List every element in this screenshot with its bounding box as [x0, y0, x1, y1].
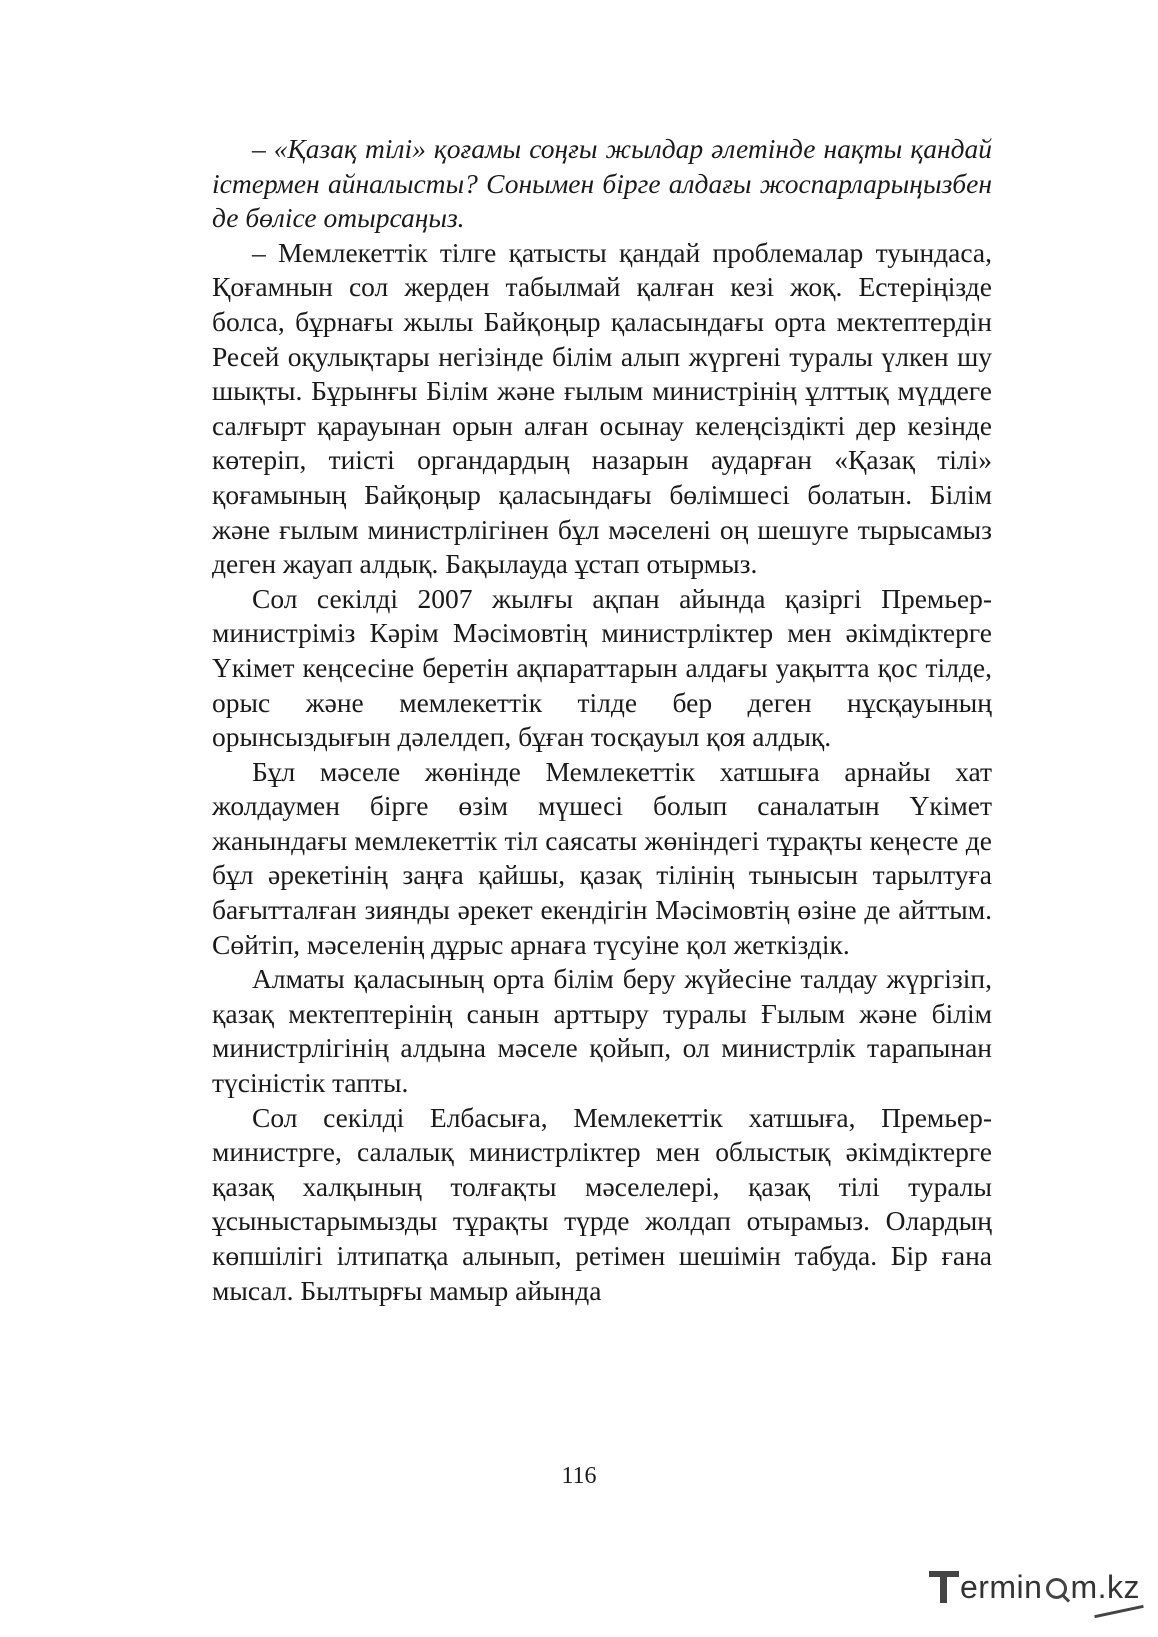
watermark-text-start: ermin: [959, 1568, 1043, 1605]
answer-paragraph: Сол секілді 2007 жылғы ақпан айында қазіргі Премьер-министріміз Кәрім Мәсімовтің министрліктер мен әкімдіктерге Үкімет кеңсесіне беретін ақпараттарын алдағы уақытта қос тілде, орыс және мемлекеттік тілде бер деген нұсқауының орынсыздығын дәлелдеп, бұған тосқауыл қоя алдық.: [212, 582, 992, 753]
answer-paragraph: Бұл мәселе жөнінде Мемлекеттік хатшыға арнайы хат жолдаумен бірге өзім мүшесі болып саналатын Үкімет жанындағы мемлекеттік тіл саясаты жөніндегі тұрақты кеңесте де бұл әрекетінің заңға қайшы, қазақ тілінің тынысын тарылтуға бағытталған зиянды әрекет екендігін Мәсімовтің өзіне де айттым. Сөйтіп, мәселенің дұрыс арнаға түсуіне қол жеткіздік.: [212, 755, 992, 960]
answer-paragraph: Сол секілді Елбасыға, Мемлекеттік хатшыға, Премьер-министрге, салалық министрліктер мен облыстық әкімдіктерге қазақ халқының толғақты мәселелері, қазақ тілі туралы ұсыныстарымызды тұрақты түрде жолдап отырамыз. Олардың көпшілігі ілтипатқа алынып, ретімен шешімін табуда. Бір ғана мысал. Былтырғы мамыр айында: [212, 1101, 992, 1306]
watermark-text-end: m.kz: [1070, 1568, 1140, 1605]
answer-paragraph: – Мемлекеттік тілге қатысты қандай проблемалар туындаса, Қоғамнын сол жерден табылмай қалған кезі жоқ. Естеріңізде болса, бұрнағы жылы Байқоңыр қаласындағы орта мектептердін Ресей оқулықтары негізінде білім алып жүргені туралы үлкен шу шықты. Бұрынғы Білім және ғылым министрінің ұлттық мүддеге салғырт қарауынан орын алған осынау келеңсіздікті дер кезінде көтеріп, тиісті органдардың назарын аударған «Қазақ тілі» қоғамының Байқоңыр қаласындағы бөлімшесі болатын. Білім және ғылым министрлігінен бұл мәселені оң шешуге тырысамыз деген жауап алдық. Бақылауда ұстап отырмыз.: [212, 236, 992, 580]
watermark-underline: [1094, 1605, 1144, 1618]
watermark-t-glyph: [929, 1569, 959, 1605]
termincom-watermark: [929, 1565, 1140, 1609]
page-number: 116: [561, 1463, 597, 1489]
answer-paragraph: Алматы қаласының орта білім беру жүйесіне талдау жүргізіп, қазақ мектептерінің санын арттыру туралы Ғылым және білім министрлігінің алдына мәселе қойып, ол министрлік тарапынан түсіністік тапты.: [212, 963, 992, 1099]
page-text: [212, 132, 992, 1308]
magnifier-icon: [1043, 1574, 1069, 1600]
interview-question: – «Қазақ тілі» қоғамы соңғы жылдар әлетінде нақты қандай істермен айналысты? Сонымен бірге алдағы жоспарларыңызбен де бөлісе отырсаңыз.: [212, 133, 992, 234]
